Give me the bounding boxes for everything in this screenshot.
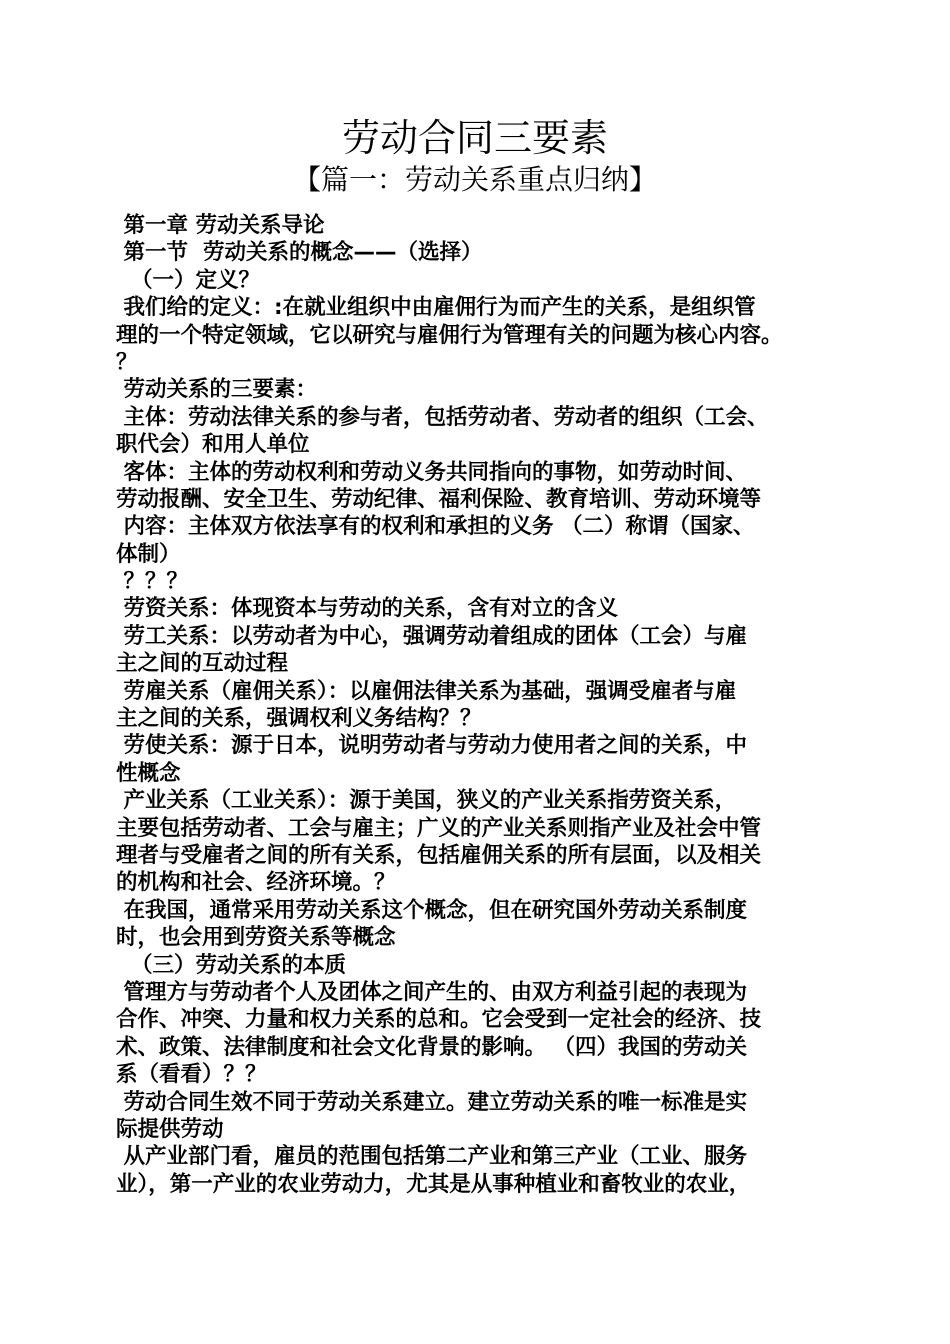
body-line: 劳动合同生效不同于劳动关系建立。建立劳动关系的唯一标准是实 — [116, 1089, 747, 1115]
body-line: 内容：主体双方依法享有的权利和承担的义务 （二）称谓（国家、 — [116, 514, 755, 540]
document-subtitle: 【篇一：劳动关系重点归纳】 — [292, 163, 657, 196]
body-line: 系（看看）？？ — [116, 1062, 267, 1088]
body-line: 劳动报酬、安全卫生、劳动纪律、福利保险、教育培训、劳动环境等 — [116, 486, 762, 512]
body-line: 主要包括劳动者、工会与雇主；广义的产业关系则指产业及社会中管 — [116, 815, 762, 841]
body-line: 劳资关系：体现资本与劳动的关系，含有对立的含义 — [116, 596, 618, 622]
body-line: 体制） — [116, 541, 181, 567]
body-line: （一）定义？ — [116, 267, 260, 293]
document-body — [116, 212, 836, 1198]
body-line: 主之间的关系，强调权利义务结构？？ — [116, 706, 482, 732]
body-line: 劳动关系的三要素： — [116, 377, 317, 403]
body-line: 主体：劳动法律关系的参与者，包括劳动者、劳动者的组织（工会、 — [116, 404, 769, 430]
body-line: 客体：主体的劳动权利和劳动义务共同指向的事物，如劳动时间、 — [116, 459, 747, 485]
body-line: 术、政策、法律制度和社会文化背景的影响。 （四）我国的劳动关 — [116, 1034, 747, 1060]
body-line: 产业关系（工业关系）：源于美国，狭义的产业关系指劳资关系， — [116, 788, 737, 814]
document-title: 劳动合同三要素 — [341, 116, 608, 160]
body-line: 主之间的互动过程 — [116, 651, 289, 677]
body-line: 的机构和社会、经济环境。？ — [116, 870, 396, 896]
body-line: ？ — [116, 349, 138, 375]
body-line: 劳使关系：源于日本，说明劳动者与劳动力使用者之间的关系，中 — [116, 733, 747, 759]
body-line: 劳工关系：以劳动者为中心，强调劳动着组成的团体（工会）与雇 — [116, 623, 747, 649]
body-line: 第一节 劳动关系的概念——（选择） — [116, 240, 483, 266]
body-line: 我们给的定义：:在就业组织中由雇佣行为而产生的关系，是组织管 — [116, 295, 756, 321]
body-line: 业），第一产业的农业劳动力，尤其是从事种植业和畜牧业的农业， — [116, 1171, 751, 1197]
body-line: 管理方与劳动者个人及团体之间产生的、由双方利益引起的表现为 — [116, 979, 747, 1005]
body-line: 第一章 劳动关系导论 — [116, 213, 325, 238]
body-line: ？？？ — [116, 569, 188, 595]
body-line: 时，也会用到劳资关系等概念 — [116, 925, 396, 951]
body-line: 合作、冲突、力量和权力关系的总和。它会受到一定社会的经济、技 — [116, 1007, 762, 1033]
body-line: 在我国，通常采用劳动关系这个概念，但在研究国外劳动关系制度 — [116, 897, 747, 923]
body-line: 理者与受雇者之间的所有关系，包括雇佣关系的所有层面，以及相关 — [116, 842, 762, 868]
body-line: 际提供劳动 — [116, 1116, 224, 1142]
body-line: 从产业部门看，雇员的范围包括第二产业和第三产业（工业、服务 — [116, 1144, 747, 1170]
body-line: 性概念 — [116, 760, 181, 786]
body-line: 理的一个特定领域，它以研究与雇佣行为管理有关的问题为核心内容。 — [116, 322, 783, 348]
body-line: 劳雇关系（雇佣关系）：以雇佣法律关系为基础，强调受雇者与雇 — [116, 678, 737, 704]
body-line: 职代会）和用人单位 — [116, 432, 310, 458]
body-line: （三）劳动关系的本质 — [116, 952, 346, 978]
